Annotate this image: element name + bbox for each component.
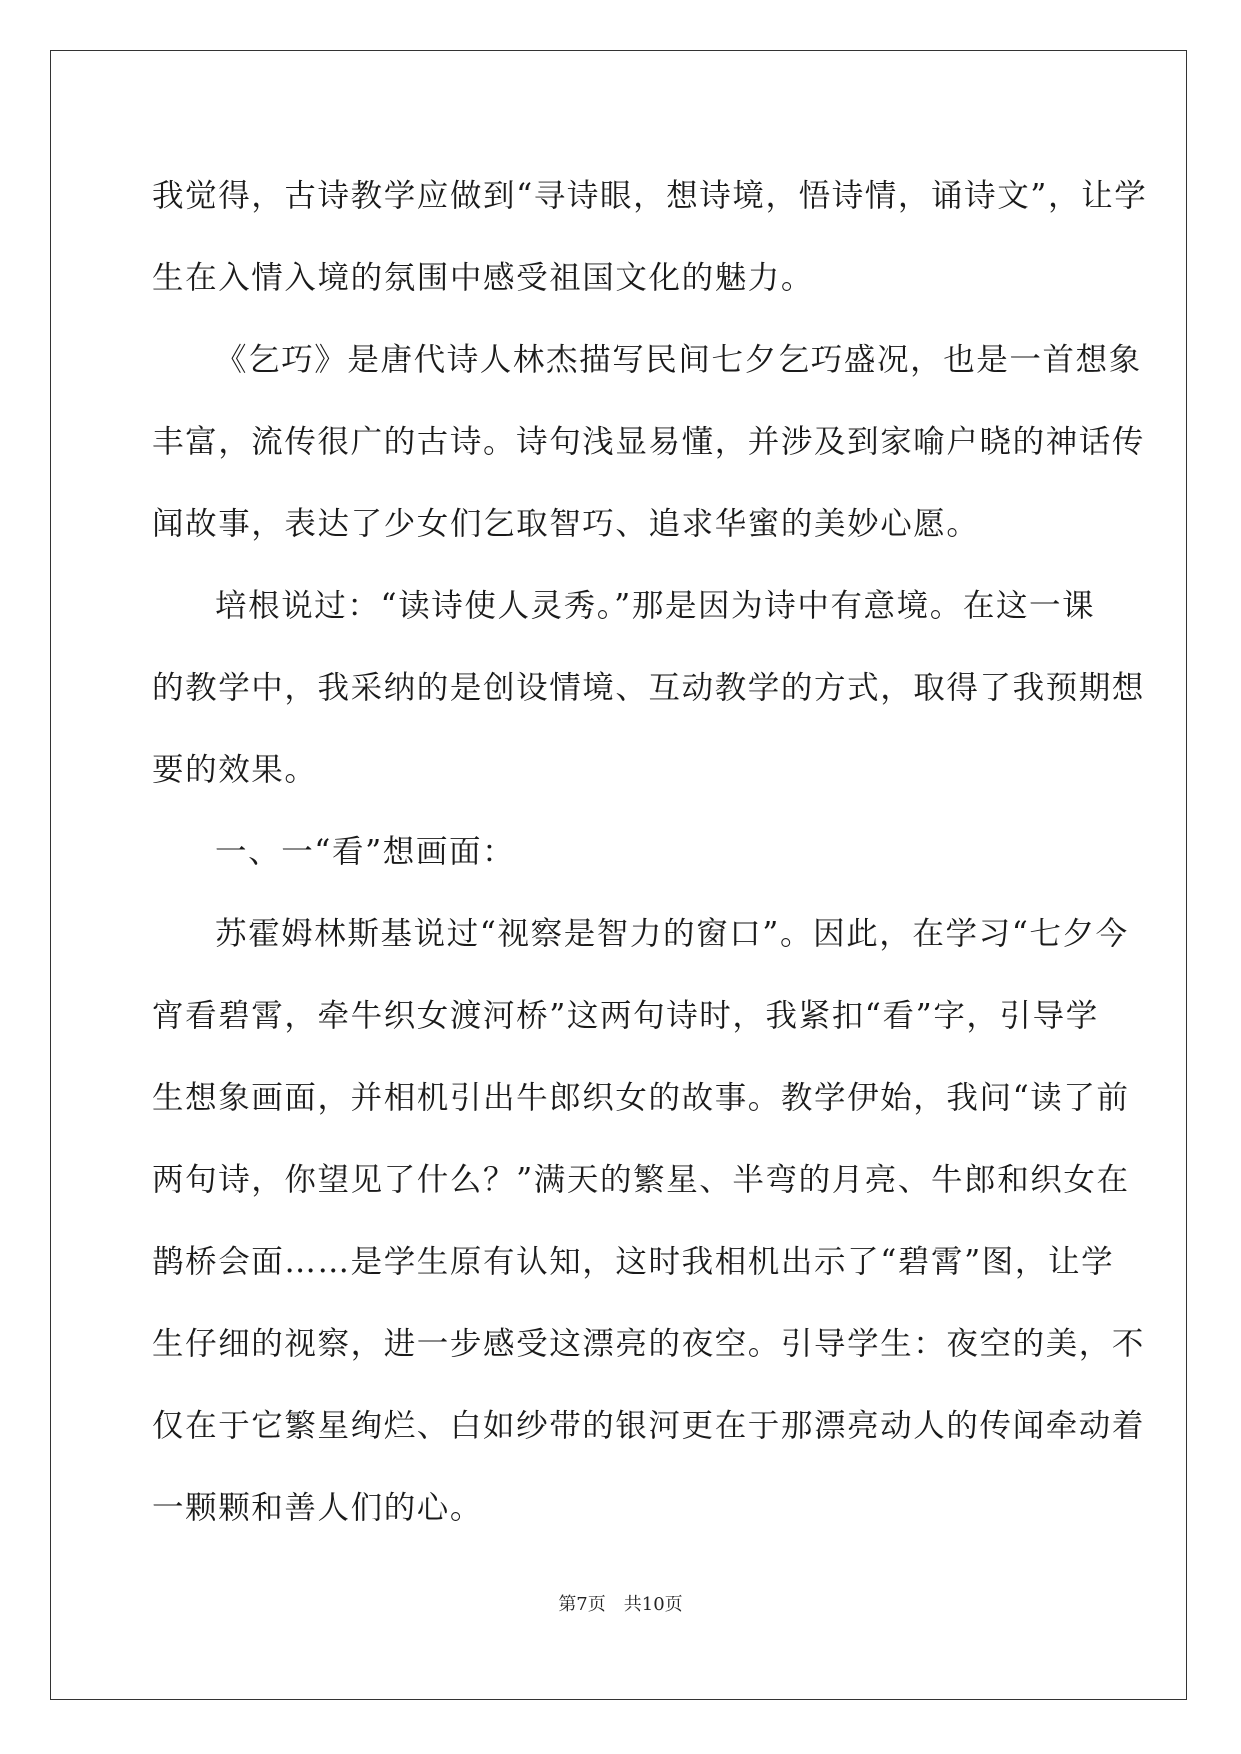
text-line: 培根说过：“读诗使人灵秀。”那是因为诗中有意境。在这一课 [215,588,1096,624]
text-line: 《乞巧》是唐代诗人林杰描写民间七夕乞巧盛况，也是一首想象 [215,342,1142,378]
text-line: 生仔细的视察，进一步感受这漂亮的夜空。引导学生：夜空的美，不 [152,1326,1146,1362]
text-line: 宵看碧霄，牵牛织女渡河桥”这两句诗时，我紧扣“看”字，引导学 [152,998,1099,1034]
text-line: 我觉得，古诗教学应做到“寻诗眼，想诗境，悟诗情，诵诗文”，让学 [152,178,1148,214]
page-number-footer: 第7页 共10页 [558,1594,683,1615]
text-line: 鹊桥会面……是学生原有认知，这时我相机出示了“碧霄”图，让学 [152,1244,1115,1280]
document-body [152,155,1148,1549]
text-line: 的教学中，我采纳的是创设情境、互动教学的方式，取得了我预期想 [152,670,1146,706]
text-line: 一颗颗和善人们的心。 [152,1490,484,1526]
text-line: 生在入情入境的氛围中感受祖国文化的魅力。 [152,260,815,296]
text-line: 两句诗，你望见了什么？”满天的繁星、半弯的月亮、牛郎和织女在 [152,1162,1130,1198]
text-line: 要的效果。 [152,752,318,788]
text-line: 丰富，流传很广的古诗。诗句浅显易懂，并涉及到家喻户晓的神话传 [152,424,1146,460]
text-line: 仅在于它繁星绚烂、白如纱带的银河更在于那漂亮动人的传闻牵动着 [152,1408,1146,1444]
text-line: 苏霍姆林斯基说过“视察是智力的窗口”。因此，在学习“七夕今 [215,916,1129,952]
section-heading: 一、一“看”想画面： [215,834,516,870]
text-line: 闻故事，表达了少女们乞取智巧、追求华蜜的美妙心愿。 [152,506,980,542]
text-line: 生想象画面，并相机引出牛郎织女的故事。教学伊始，我问“读了前 [152,1080,1130,1116]
